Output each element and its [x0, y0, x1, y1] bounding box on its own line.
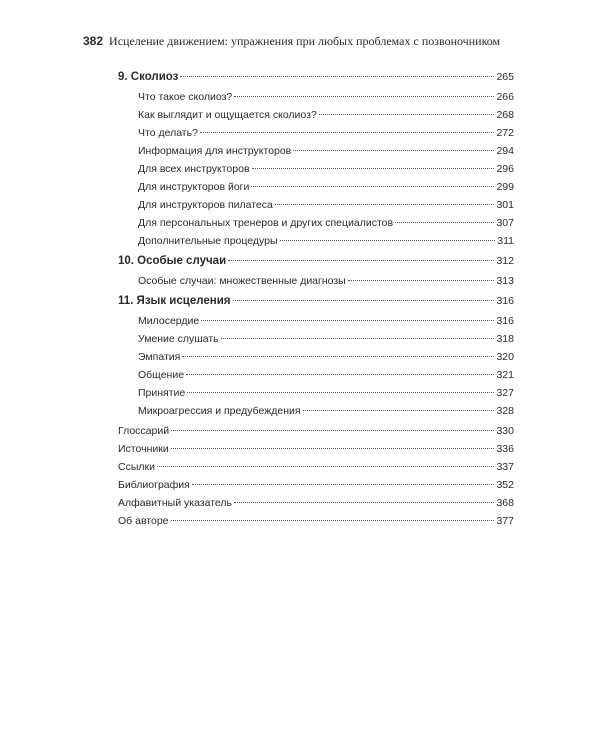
toc-entry-label: Глоссарий — [118, 425, 170, 437]
dot-leader — [180, 75, 494, 77]
toc-entry — [118, 459, 514, 475]
toc-entry — [118, 69, 514, 85]
dot-leader — [303, 409, 495, 411]
toc-entry-label: Эмпатия — [138, 351, 181, 363]
toc-entry-page: 321 — [496, 369, 514, 381]
toc-entry — [138, 161, 514, 177]
toc-entry-page: 272 — [496, 127, 514, 139]
toc-entry-label: Микроагрессия и предубеждения — [138, 405, 301, 417]
toc-entry — [118, 477, 514, 493]
toc-entry-label: Ссылки — [118, 461, 155, 473]
toc-entry-page: 313 — [496, 275, 514, 287]
toc-entry-label: Умение слушать — [138, 333, 219, 345]
toc-entry-page: 320 — [496, 351, 514, 363]
dot-leader — [234, 501, 494, 503]
dot-leader — [252, 167, 495, 169]
toc-entry — [138, 215, 514, 231]
toc-entry — [138, 331, 514, 347]
toc-entry-page: 316 — [496, 315, 514, 327]
toc-entry-label: Об авторе — [118, 515, 169, 527]
toc-entry — [138, 313, 514, 329]
dot-leader — [395, 221, 494, 223]
toc-entry — [138, 403, 514, 419]
toc-entry-page: 299 — [496, 181, 514, 193]
toc-entry-page: 296 — [496, 163, 514, 175]
dot-leader — [221, 337, 495, 339]
toc-entry — [138, 233, 514, 249]
toc-entry — [118, 423, 514, 439]
toc-entry — [138, 349, 514, 365]
toc-entry-label: 10. Особые случаи — [118, 255, 227, 267]
running-header — [83, 34, 523, 49]
toc-entry-page: 330 — [496, 425, 514, 437]
dot-leader — [319, 113, 495, 115]
toc-entry-page: 368 — [496, 497, 514, 509]
toc-entry-page: 312 — [496, 255, 514, 267]
dot-leader — [348, 279, 495, 281]
toc-entry-label: Источники — [118, 443, 169, 455]
dot-leader — [280, 239, 496, 241]
toc-entry-page: 377 — [496, 515, 514, 527]
toc-entry-label: Информация для инструкторов — [138, 145, 292, 157]
dot-leader — [182, 355, 494, 357]
toc-entry — [138, 125, 514, 141]
toc-entry — [138, 197, 514, 213]
toc-entry-label: Милосердие — [138, 315, 200, 327]
dot-leader — [171, 447, 495, 449]
toc-entry-page: 301 — [496, 199, 514, 211]
toc-entry-page: 352 — [496, 479, 514, 491]
dot-leader — [201, 319, 494, 321]
toc-entry — [118, 495, 514, 511]
dot-leader — [171, 519, 495, 521]
toc-entry-label: 9. Сколиоз — [118, 71, 179, 83]
toc-entry-page: 316 — [496, 295, 514, 307]
toc-entry-label: Принятие — [138, 387, 186, 399]
dot-leader — [187, 391, 494, 393]
toc-entry-page: 328 — [496, 405, 514, 417]
toc-entry-page: 327 — [496, 387, 514, 399]
dot-leader — [171, 429, 494, 431]
toc-entry — [138, 143, 514, 159]
toc-entry-page: 311 — [497, 235, 514, 247]
toc-entry-page: 307 — [496, 217, 514, 229]
dot-leader — [228, 259, 494, 261]
dot-leader — [233, 299, 495, 301]
toc-entry-label: Библиография — [118, 479, 190, 491]
toc-entry — [138, 179, 514, 195]
toc-entry-label: Для инструкторов йоги — [138, 181, 250, 193]
toc-entry — [138, 273, 514, 289]
dot-leader — [186, 373, 494, 375]
toc-entry-page: 336 — [496, 443, 514, 455]
dot-leader — [293, 149, 494, 151]
dot-leader — [275, 203, 495, 205]
toc-entry-page: 268 — [496, 109, 514, 121]
toc-entry-label: Что такое сколиоз? — [138, 91, 233, 103]
toc-entry-page: 266 — [496, 91, 514, 103]
dot-leader — [251, 185, 494, 187]
dot-leader — [234, 95, 494, 97]
toc-entry-page: 294 — [496, 145, 514, 157]
toc-entry — [118, 293, 514, 309]
toc-entry-label: Дополнительные процедуры — [138, 235, 278, 247]
toc-entry — [138, 385, 514, 401]
toc-entry — [138, 367, 514, 383]
toc-entry-label: Для персональных тренеров и других специалистов — [138, 217, 394, 229]
toc-entry-label: Для инструкторов пилатеса — [138, 199, 273, 211]
toc-entry-label: Общение — [138, 369, 185, 381]
toc-entry-page: 318 — [496, 333, 514, 345]
page-number: 382 — [83, 34, 104, 48]
toc-entry-label: 11. Язык исцеления — [118, 295, 231, 307]
dot-leader — [157, 465, 495, 467]
toc-entry-label: Как выглядит и ощущается сколиоз? — [138, 109, 317, 121]
toc-entry — [138, 107, 514, 123]
toc-entry — [118, 253, 514, 269]
toc-entry-label: Для всех инструкторов — [138, 163, 250, 175]
toc-entry-label: Алфавитный указатель — [118, 497, 232, 509]
toc-entry — [118, 513, 514, 529]
book-title: Исцеление движением: упражнения при любых проблемах с позвоночником — [109, 34, 501, 48]
toc-entry — [118, 441, 514, 457]
toc-entry-page: 265 — [496, 71, 514, 83]
toc-entry-label: Особые случаи: множественные диагнозы — [138, 275, 346, 287]
dot-leader — [192, 483, 495, 485]
dot-leader — [200, 131, 495, 133]
toc-entry-page: 337 — [496, 461, 514, 473]
toc-entry-label: Что делать? — [138, 127, 198, 139]
toc-entry — [138, 89, 514, 105]
